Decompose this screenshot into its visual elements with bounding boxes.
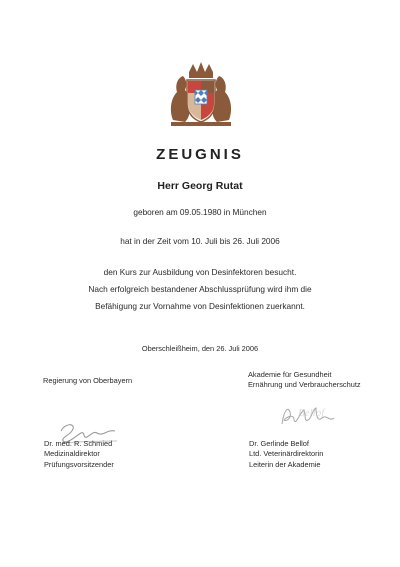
body-line-1: den Kurs zur Ausbildung von Desinfektoren besucht. — [103, 267, 297, 277]
period-line: hat in der Zeit vom 10. Juli bis 26. Juli 2006 — [120, 236, 280, 246]
issuer-right — [248, 370, 361, 391]
issuer-left: Regierung von Oberbayern — [43, 376, 133, 385]
signatory-left-title: Medizinaldirektor — [44, 449, 100, 459]
document-title: ZEUGNIS — [156, 146, 244, 163]
signature-right-text: Bellof — [298, 407, 325, 419]
place-date: Oberschleißheim, den 26. Juli 2006 — [141, 344, 259, 353]
recipient-name: Herr Georg Rutat — [157, 180, 243, 192]
signatory-left — [44, 439, 114, 470]
signatory-left-name: Dr. med. R. Schmied — [44, 439, 113, 448]
signatory-right-role: Leiterin der Akademie — [249, 459, 321, 469]
bavarian-coat-of-arms-icon — [167, 62, 235, 128]
body-line-2: Nach erfolgreich bestandener Abschlussprüfung wird ihm die — [88, 284, 312, 294]
birth-line: geboren am 09.05.1980 in München — [133, 207, 267, 217]
signatory-left-role: Prüfungsvorsitzender — [44, 459, 114, 469]
signatory-right-title: Ltd. Veterinärdirektorin — [249, 449, 324, 459]
signatory-right-name: Dr. Gerlinde Bellof — [249, 439, 309, 448]
signatory-right — [249, 439, 323, 470]
issuer-right-line-1: Akademie für Gesundheit — [248, 370, 332, 379]
signature-right — [278, 402, 368, 432]
body-line-3: Befähigung zur Vornahme von Desinfektionen zuerkannt. — [95, 301, 305, 311]
issuer-right-line-2: Ernährung und Verbraucherschutz — [248, 380, 361, 390]
